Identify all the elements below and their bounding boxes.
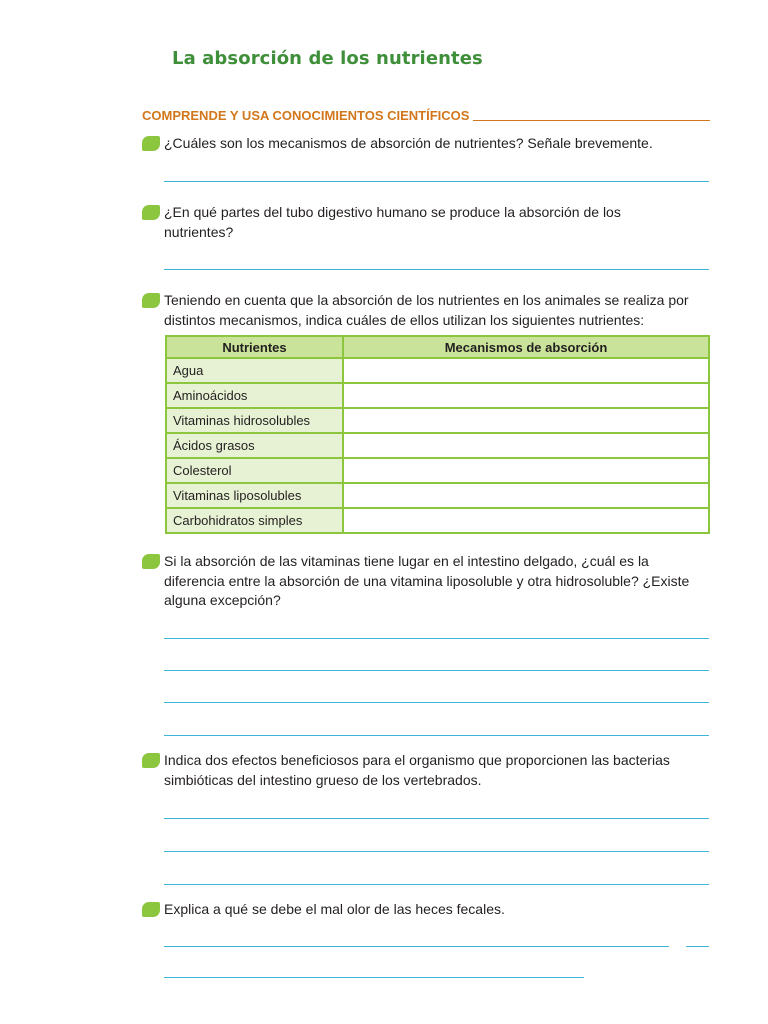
mechanism-cell[interactable] (343, 483, 709, 508)
header-nutrientes: Nutrientes (166, 336, 343, 358)
question-1 (142, 134, 712, 154)
leaf-bullet-icon (142, 902, 160, 917)
page-title: La absorción de los nutrientes (172, 48, 483, 69)
question-text: ¿En qué partes del tubo digestivo humano se produce la absorción de los nutrientes? (164, 204, 621, 240)
table-row (166, 483, 709, 508)
answer-line[interactable] (164, 851, 709, 852)
mechanism-cell[interactable] (343, 358, 709, 383)
question-text: Teniendo en cuenta que la absorción de los nutrientes en los animales se realiza por distintos mecanismos, indica cuáles de ellos utilizan los siguientes nutrientes: (164, 292, 689, 328)
answer-line[interactable] (164, 735, 709, 736)
table-row (166, 458, 709, 483)
question-text: Si la absorción de las vitaminas tiene lugar en el intestino delgado, ¿cuál es la diferencia entre la absorción de una vitamina liposoluble y otra hidrosoluble? ¿Existe alguna excepción? (164, 553, 690, 608)
answer-line[interactable] (164, 702, 709, 703)
question-6 (142, 900, 712, 920)
section-rule (473, 120, 710, 121)
question-text: Explica a qué se debe el mal olor de las heces fecales. (164, 901, 505, 917)
question-text: ¿Cuáles son los mecanismos de absorción de nutrientes? Señale brevemente. (164, 135, 653, 151)
table-row (166, 433, 709, 458)
table-row (166, 383, 709, 408)
question-5 (142, 751, 712, 790)
answer-line[interactable] (164, 818, 709, 819)
nutrient-cell: Vitaminas liposolubles (166, 483, 343, 508)
nutrient-cell: Vitaminas hidrosolubles (166, 408, 343, 433)
question-text: Indica dos efectos beneficiosos para el organismo que proporcionen las bacterias simbióticas del intestino grueso de los vertebrados. (164, 752, 670, 788)
leaf-bullet-icon (142, 205, 160, 220)
table-row (166, 408, 709, 433)
question-4 (142, 552, 712, 611)
leaf-bullet-icon (142, 753, 160, 768)
table-row (166, 508, 709, 533)
mechanism-cell[interactable] (343, 408, 709, 433)
header-mecanismos: Mecanismos de absorción (343, 336, 709, 358)
answer-line[interactable] (686, 946, 709, 947)
nutrients-table (165, 335, 710, 534)
mechanism-cell[interactable] (343, 508, 709, 533)
answer-line[interactable] (164, 977, 584, 978)
nutrient-cell: Aminoácidos (166, 383, 343, 408)
mechanism-cell[interactable] (343, 433, 709, 458)
answer-line[interactable] (164, 181, 709, 182)
answer-line[interactable] (164, 946, 669, 947)
mechanism-cell[interactable] (343, 383, 709, 408)
question-2 (142, 203, 712, 242)
question-3 (142, 291, 712, 330)
nutrient-cell: Agua (166, 358, 343, 383)
mechanism-cell[interactable] (343, 458, 709, 483)
leaf-bullet-icon (142, 293, 160, 308)
answer-line[interactable] (164, 638, 709, 639)
table-row (166, 358, 709, 383)
answer-line[interactable] (164, 670, 709, 671)
leaf-bullet-icon (142, 136, 160, 151)
nutrient-cell: Carbohidratos simples (166, 508, 343, 533)
section-label: COMPRENDE Y USA CONOCIMIENTOS CIENTÍFICOS (142, 108, 470, 123)
section-heading (142, 108, 710, 123)
nutrient-cell: Colesterol (166, 458, 343, 483)
answer-line[interactable] (164, 884, 709, 885)
answer-line[interactable] (164, 269, 709, 270)
table-header-row (166, 336, 709, 358)
leaf-bullet-icon (142, 554, 160, 569)
nutrient-cell: Ácidos grasos (166, 433, 343, 458)
